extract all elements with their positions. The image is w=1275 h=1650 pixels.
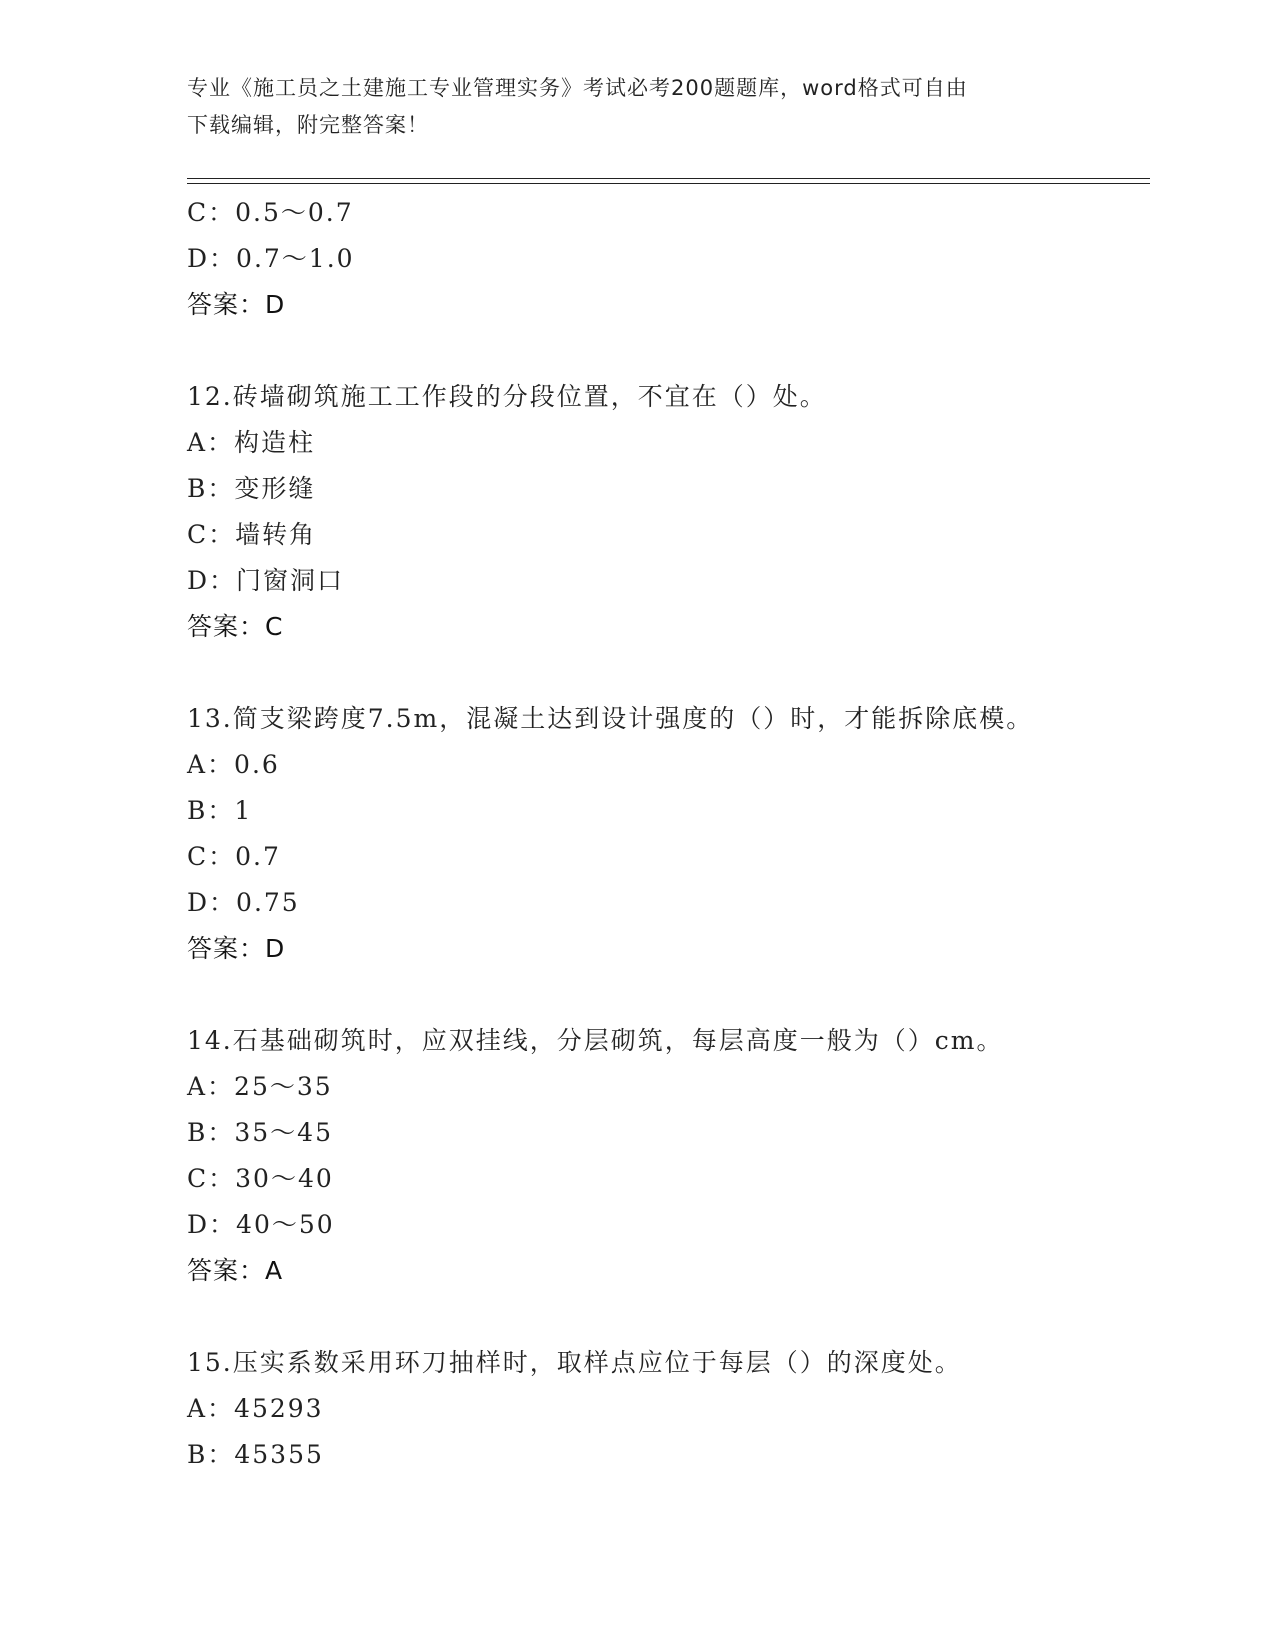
answer-label: 答案：C bbox=[187, 612, 284, 641]
question-stem-14: 14.石基础砌筑时，应双挂线，分层砌筑，每层高度一般为（）cm。 bbox=[187, 1026, 1004, 1055]
option-b: B：45355 bbox=[187, 1440, 324, 1469]
spacer bbox=[187, 328, 1150, 374]
spacer bbox=[187, 972, 1150, 1018]
option-b: B：1 bbox=[187, 796, 253, 825]
answer-label: 答案：D bbox=[187, 934, 286, 963]
header-title-line-2: 下载编辑，附完整答案！ bbox=[187, 113, 429, 137]
option-b: B：35～45 bbox=[187, 1118, 333, 1147]
option-a: A：45293 bbox=[187, 1394, 324, 1423]
header-title-line-1: 专业《施工员之土建施工专业管理实务》考试必考200题题库，word格式可自由 bbox=[187, 76, 968, 100]
question-stem-12: 12.砖墙砌筑施工工作段的分段位置，不宜在（）处。 bbox=[187, 382, 827, 411]
question-list bbox=[187, 190, 1150, 1478]
option-d: D：40～50 bbox=[187, 1210, 335, 1239]
option-b: B：变形缝 bbox=[187, 474, 316, 503]
spacer bbox=[187, 650, 1150, 696]
answer-label: 答案：D bbox=[187, 290, 286, 319]
option-c: C：0.5～0.7 bbox=[187, 198, 354, 227]
question-stem-13: 13.简支梁跨度7.5m，混凝土达到设计强度的（）时，才能拆除底模。 bbox=[187, 704, 1034, 733]
option-c: C：0.7 bbox=[187, 842, 281, 871]
option-a: A：25～35 bbox=[187, 1072, 333, 1101]
option-d: D：0.75 bbox=[187, 888, 300, 917]
answer-label: 答案：A bbox=[187, 1256, 284, 1285]
option-d: D：0.7～1.0 bbox=[187, 244, 355, 273]
option-a: A：0.6 bbox=[187, 750, 280, 779]
question-stem-15: 15.压实系数采用环刀抽样时，取样点应位于每层（）的深度处。 bbox=[187, 1348, 962, 1377]
option-d: D：门窗洞口 bbox=[187, 566, 345, 595]
spacer bbox=[187, 1294, 1150, 1340]
header-divider-top bbox=[187, 178, 1150, 179]
document-header bbox=[187, 70, 1067, 144]
option-a: A：构造柱 bbox=[187, 428, 316, 457]
option-c: C：墙转角 bbox=[187, 520, 317, 549]
option-c: C：30～40 bbox=[187, 1164, 334, 1193]
header-divider-bottom bbox=[187, 183, 1150, 184]
